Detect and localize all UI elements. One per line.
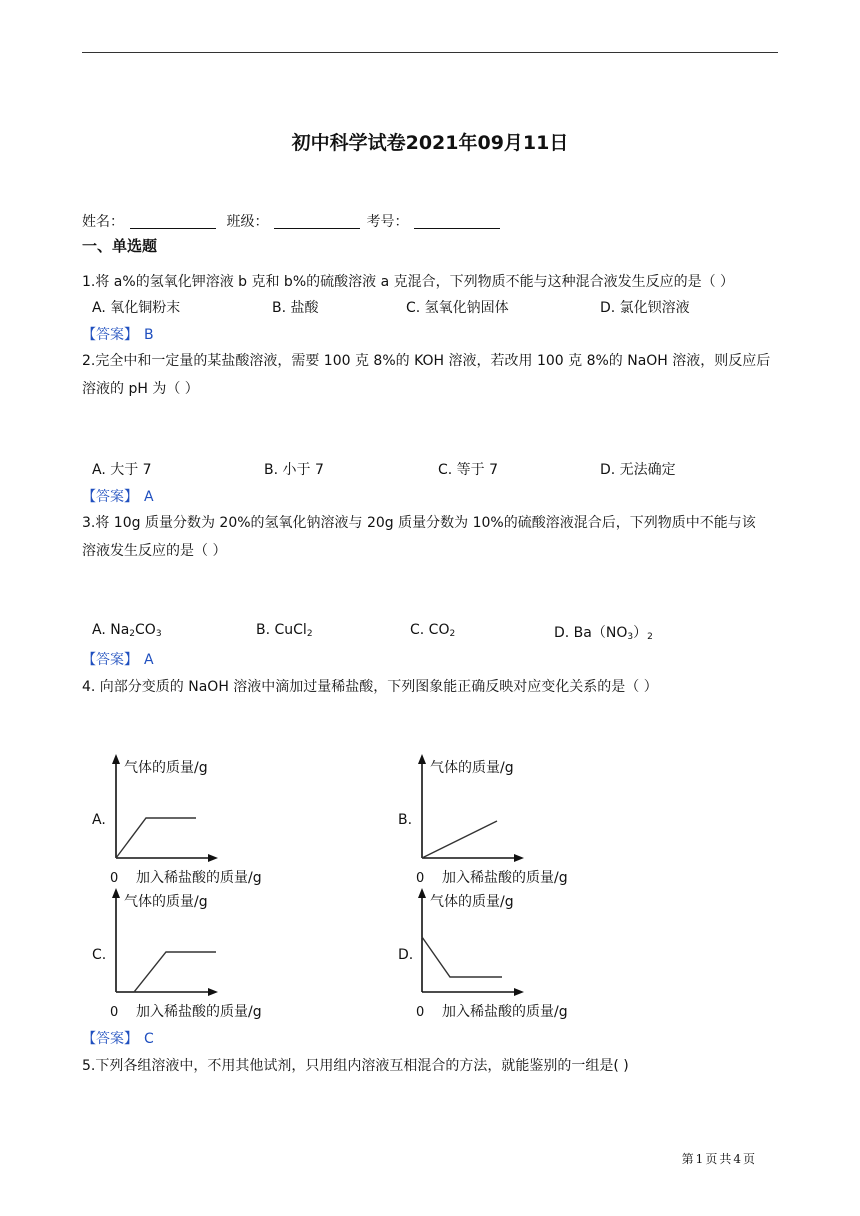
- y-axis-label: 气体的质量/g: [124, 894, 208, 910]
- answer-label: 【答案】: [82, 1031, 138, 1047]
- x-axis-label: 加入稀盐酸的质量/g: [442, 1004, 568, 1020]
- class-label: 班级：: [226, 214, 269, 230]
- question-3-stem-line1: 3.将 10g 质量分数为 20%的氢氧化钠溶液与 20g 质量分数为 10%的硫酸溶液混合后，下列物质中不能与该: [82, 515, 756, 531]
- data-line: [422, 821, 497, 858]
- x-axis-arrow: [208, 854, 218, 862]
- chart-a-svg: [100, 750, 300, 890]
- chart-c-svg: [100, 884, 300, 1024]
- q2-option-b: B. 小于 7: [264, 462, 324, 478]
- q1-option-d: D. 氯化钡溶液: [600, 300, 690, 316]
- chart-label-b: B.: [398, 812, 413, 828]
- origin-label: 0: [110, 871, 119, 886]
- y-axis-label: 气体的质量/g: [124, 760, 208, 776]
- y-axis-label: 气体的质量/g: [430, 894, 514, 910]
- q3-option-a: A. $Na_2CO_3$: [92, 622, 162, 639]
- origin-label: 0: [416, 871, 425, 886]
- chart-b: [406, 750, 606, 894]
- x-axis-arrow: [208, 988, 218, 996]
- x-axis-label: 加入稀盐酸的质量/g: [136, 870, 262, 886]
- exam-no-blank: [414, 214, 500, 229]
- class-blank: [274, 214, 360, 229]
- q1-option-a: A. 氧化铜粉末: [92, 300, 181, 316]
- q4-answer: [82, 1028, 154, 1048]
- section-heading: 一、单选题: [82, 237, 158, 255]
- q2-answer: [82, 486, 154, 506]
- chart-d: [406, 884, 606, 1028]
- answer-value: C: [144, 1031, 154, 1047]
- question-2-stem-line2: 溶液的 pH 为（ ）: [82, 381, 199, 397]
- answer-value: B: [144, 327, 154, 343]
- answer-label: 【答案】: [82, 327, 138, 343]
- chart-a: [100, 750, 300, 894]
- question-3-stem-line2: 溶液发生反应的是（ ）: [82, 543, 227, 559]
- x-axis-arrow: [514, 988, 524, 996]
- data-line: [116, 818, 196, 858]
- page-number: 1: [695, 1152, 704, 1166]
- answer-label: 【答案】: [82, 489, 138, 505]
- top-rule: [82, 52, 778, 53]
- q1-option-c: C. 氢氧化钠固体: [406, 300, 509, 316]
- origin-label: 0: [416, 1005, 425, 1020]
- q3-option-b: B. CuCl$_2$: [256, 622, 313, 639]
- x-axis-label: 加入稀盐酸的质量/g: [442, 870, 568, 886]
- q2-option-d: D. 无法确定: [600, 462, 676, 478]
- y-axis-label: 气体的质量/g: [430, 760, 514, 776]
- name-blank: [130, 214, 216, 229]
- answer-value: A: [144, 652, 154, 668]
- question-5-stem: 5.下列各组溶液中，不用其他试剂，只用组内溶液互相混合的方法，就能鉴别的一组是( ): [82, 1058, 629, 1074]
- name-label: 姓名：: [82, 214, 124, 230]
- y-axis-arrow: [418, 754, 426, 764]
- x-axis-arrow: [514, 854, 524, 862]
- origin-label: 0: [110, 1005, 119, 1020]
- answer-label: 【答案】: [82, 652, 138, 668]
- question-1-stem: 1.将 a%的氢氧化钾溶液 b 克和 b%的硫酸溶液 a 克混合，下列物质不能与这种混合液发生反应的是（ ）: [82, 274, 735, 290]
- x-axis-label: 加入稀盐酸的质量/g: [136, 1004, 262, 1020]
- chart-label-d: D.: [398, 947, 414, 963]
- question-4-stem: 4. 向部分变质的 NaOH 溶液中滴加过量稀盐酸，下列图象能正确反映对应变化关系的是（ ）: [82, 679, 658, 695]
- chart-d-svg: [406, 884, 606, 1024]
- q3-option-c: C. $CO_2$: [410, 622, 456, 639]
- chart-b-svg: [406, 750, 606, 890]
- page-total: 4: [733, 1152, 741, 1166]
- q2-option-c: C. 等于 7: [438, 462, 499, 478]
- q1-answer: [82, 324, 154, 344]
- q3-option-d: D. $Ba(NO_3)_2$: [554, 625, 653, 642]
- chart-label-c: C.: [92, 947, 107, 963]
- chart-label-a: A.: [92, 812, 106, 828]
- q3-answer: [82, 649, 154, 669]
- q1-option-b: B. 盐酸: [272, 300, 319, 316]
- chart-c: [100, 884, 300, 1028]
- y-axis-arrow: [112, 888, 120, 898]
- exam-no-label: 考号：: [366, 214, 409, 230]
- student-info-row: [82, 211, 506, 231]
- answer-value: A: [144, 489, 154, 505]
- y-axis-arrow: [112, 754, 120, 764]
- data-line: [422, 937, 502, 977]
- y-axis-arrow: [418, 888, 426, 898]
- q2-option-a: A. 大于 7: [92, 462, 152, 478]
- page-footer: 第 1 页 共 4 页: [681, 1152, 755, 1166]
- page-title: 初中科学试卷2021年09月11日: [291, 132, 569, 154]
- question-2-stem-line1: 2.完全中和一定量的某盐酸溶液，需要 100 克 8%的 KOH 溶液，若改用 100 克 8%的 NaOH 溶液，则反应后: [82, 353, 771, 369]
- data-line: [116, 952, 216, 992]
